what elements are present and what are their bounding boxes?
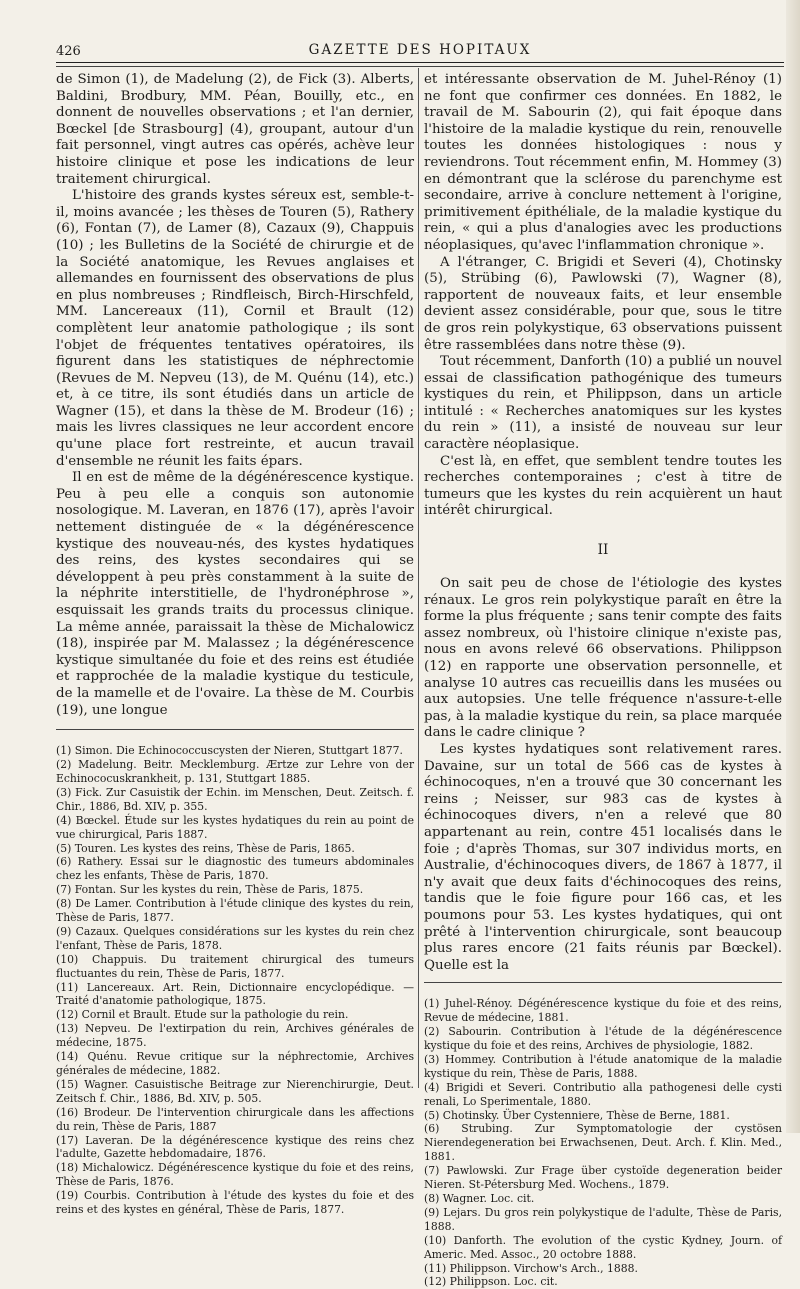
footnote: (8) De Lamer. Contribution à l'étude clinique des kystes du rein, Thèse de Paris, 1877. [56, 897, 414, 925]
footnote: (8) Wagner. Loc. cit. [424, 1191, 535, 1205]
footnotes-right [424, 997, 782, 1289]
paragraph: Il en est de même de la dégénérescence kystique. Peu à peu elle a conquis son autonomie nosologique. M. Laveran, en 1876 (17), après l'avoir nettement distinguée de « la dégénérescence kystique des nouveau-nés, des kystes hydatiques des reins, des kystes secondaires qui se développent à peu près constamment à la suite de la néphrite interstitielle, de l'hydronéphrose », esquissait les grands traits du processus clinique. La même année, paraissait la thèse de Michalowicz (18), inspirée par M. Malassez ; la dégénérescence kystique simultanée du foie et des reins est étudiée et rapprochée de la maladie kystique du testicule, de la mamelle et de l'ovaire. La thèse de M. Courbis (19), une longue [56, 470, 414, 718]
column-separator [418, 68, 419, 1088]
footnote: (12) Cornil et Brault. Etude sur la pathologie du rein. [56, 1008, 349, 1022]
footnote: (16) Brodeur. De l'intervention chirurgicale dans les affections du rein, Thèse de Paris, 1887 [56, 1105, 414, 1133]
footnote: (1) Juhel-Rénoy. Dégénérescence kystique du foie et des reins, Revue de médecine, 1881. [424, 997, 782, 1025]
section-heading: II [597, 542, 609, 559]
footnote: (4) Brigidi et Severi. Contributio alla pathogenesi delle cysti renali, Lo Sperimentale, 1880. [424, 1080, 782, 1108]
paragraph: Les kystes hydatiques sont relativement rares. Davaine, sur un total de 566 cas de kystes à échinocoques, n'en a trouvé que 30 concernant les reins ; Neisser, sur 983 cas de kystes à échinocoques divers, n'en a relevé que 80 appartenant au rein, contre 451 localisés dans le foie ; d'après Thomas, sur 307 individus morts, en Australie, d'échinocoques divers, de 1867 à 1877, il n'y avait que deux faits d'échinocoques des reins, tandis que le foie figure pour 166 cas, et les poumons pour 53. Les kystes hydatiques, qui ont prêté à l'intervention chirurgicale, sont beaucoup plus rares encore (21 faits réunis par Bœckel). Quelle est la [424, 741, 782, 973]
footnote: (11) Lancereaux. Art. Rein, Dictionnaire encyclopédique. — Traité d'anatomie pathologique, 1875. [56, 980, 414, 1008]
footnotes-left [56, 744, 414, 1217]
footnote: (15) Wagner. Casuistische Beitrage zur Nierenchirurgie, Deut. Zeitsch f. Chir., 1886, Bd. XIV, p. 505. [56, 1077, 414, 1105]
right-column [424, 72, 782, 1289]
page-number: 426 [56, 44, 81, 59]
footnote: (14) Quénu. Revue critique sur la néphrectomie, Archives générales de médecine, 1882. [56, 1050, 414, 1077]
footnote: (6) Rathery. Essai sur le diagnostic des tumeurs abdominales chez les enfants, Thèse de Paris, 1870. [56, 855, 414, 883]
page-edge [786, 0, 800, 1133]
footnote: (11) Philippson. Virchow's Arch., 1888. [424, 1261, 638, 1275]
footnote: (1) Simon. Die Echinococcuscysten der Nieren, Stuttgart 1877. [56, 744, 403, 758]
footnote: (9) Cazaux. Quelques considérations sur les kystes du rein chez l'enfant, Thèse de Paris, 1878. [56, 924, 414, 952]
header-rule [56, 62, 784, 63]
footnote: (6) Strubing. Zur Symptomatologie der cystösen Nierendegeneration bei Erwachsenen, Deut. Arch. f. Klin. Med., 1881. [424, 1122, 782, 1164]
footnote: (18) Michalowicz. Dégénérescence kystique du foie et des reins, Thèse de Paris, 1876. [56, 1161, 414, 1189]
footnote: (10) Chappuis. Du traitement chirurgical des tumeurs fluctuantes du rein, Thèse de Paris, 1877. [56, 952, 414, 980]
footnote: (12) Philippson. Loc. cit. [424, 1275, 558, 1289]
footnote: (2) Sabourin. Contribution à l'étude de la dégénérescence kystique du foie et des reins, Archives de physiologie, 1882. [424, 1025, 782, 1052]
footnote: (3) Hommey. Contribution à l'étude anatomique de la maladie kystique du rein, Thèse de Paris, 1888. [424, 1052, 782, 1080]
running-head: GAZETTE DES HOPITAUX [308, 42, 532, 58]
footnote: (13) Nepveu. De l'extirpation du rein, Archives générales de médecine, 1875. [56, 1022, 414, 1050]
left-column [56, 72, 414, 1217]
footnote: (7) Fontan. Sur les kystes du rein, Thèse de Paris, 1875. [56, 883, 364, 897]
footnote: (3) Fick. Zur Casuistik der Echin. im Menschen, Deut. Zeitsch. f. Chir., 1886, Bd. XIV, p. 355. [56, 785, 414, 813]
footnote: (2) Madelung. Beitr. Mecklemburg. Ærtze zur Lehre von der Echinococuskrankheit, p. 131, Stuttgart 1885. [56, 758, 414, 785]
page-header [56, 38, 784, 62]
paragraph: On sait peu de chose de l'étiologie des kystes rénaux. Le gros rein polykystique paraît en être la forme la plus fréquente ; sans tenir compte des faits assez nombreux, où l'histoire clinique n'existe pas, nous en avons relevé 66 observations. Philippson (12) en rapporte une observation personnelle, et analyse 10 autres cas recueillis dans les musées ou aux autopsies. Une telle fréquence n'assure-t-elle pas, à la maladie kystique du rein, sa place marquée dans le cadre clinique ? [424, 576, 782, 741]
footnote-rule [424, 982, 782, 983]
footnote: (7) Pawlowski. Zur Frage über cystoïde degeneration beider Nieren. St-Pétersburg Med. Wochens., 1879. [424, 1164, 782, 1192]
header-rule-thin [56, 66, 784, 67]
paragraph: A l'étranger, C. Brigidi et Severi (4), Chotinsky (5), Strübing (6), Pawlowski (7), Wagner (8), rapportent de nouveaux faits, et leur ensemble devient assez considérable, pour que, sous le titre de gros rein polykystique, 63 observations puissent être rassemblées dans notre thèse (9). [424, 254, 782, 353]
paragraph: Tout récemment, Danforth (10) a publié un nouvel essai de classification pathogénique des tumeurs kystiques du rein, et Philippson, dans un article intitulé : « Recherches anatomiques sur les kystes du rein » (11), a insisté de nouveau sur leur caractère néoplasique. [424, 354, 782, 453]
footnote: (19) Courbis. Contribution à l'étude des kystes du foie et des reins et des kystes en général, Thèse de Paris, 1877. [56, 1189, 414, 1217]
paragraph: L'histoire des grands kystes séreux est, semble-t-il, moins avancée ; les thèses de Touren (5), Rathery (6), Fontan (7), de Lamer (8), Cazaux (9), Chappuis (10) ; les Bulletins de la Société de chirurgie et de la Société anatomique, les Revues anglaises et allemandes en fournissent des observations de plus en plus nombreuses ; Rindfleisch, Birch-Hirschfeld, MM. Lancereaux (11), Cornil et Brault (12) complètent leur anatomie pathologique ; ils sont l'objet de fréquentes tentatives opératoires, ils figurent dans les statistiques de néphrectomie (Revues de M. Nepveu (13), de M. Quénu (14), etc.) et, à ce titre, ils sont étudiés dans un article de Wagner (15), et dans la thèse de M. Brodeur (16) ; mais les livres classiques ne leur accordent encore qu'une place fort restreinte, et aucun travail d'ensemble ne réunit les faits épars. [56, 188, 414, 469]
footnote: (9) Lejars. Du gros rein polykystique de l'adulte, Thèse de Paris, 1888. [424, 1205, 782, 1233]
footnote: (5) Touren. Les kystes des reins, Thèse de Paris, 1865. [56, 841, 355, 855]
footnote: (4) Bœckel. Étude sur les kystes hydatiques du rein au point de vue chirurgical, Paris 1887. [56, 813, 414, 841]
paragraph: de Simon (1), de Madelung (2), de Fick (3). Alberts, Baldini, Brodbury, MM. Péan, Bouilly, etc., en donnent de nouvelles observations ; et l'an dernier, Bœckel [de Strasbourg] (4), groupant, autour d'un fait personnel, vingt autres cas opérés, achève leur histoire clinique et pose les indications de leur traitement chirurgical. [56, 72, 414, 187]
footnote: (10) Danforth. The evolution of the cystic Kydney, Journ. of Americ. Med. Assoc., 20 octobre 1888. [424, 1233, 782, 1261]
footnote: (17) Laveran. De la dégénérescence kystique des reins chez l'adulte, Gazette hebdomadaire, 1876. [56, 1133, 414, 1161]
paragraph: et intéressante observation de M. Juhel-Rénoy (1) ne font que confirmer ces données. En 1882, le travail de M. Sabourin (2), qui fait époque dans l'histoire de la maladie kystique du rein, renouvelle toutes les données histologiques : nous y reviendrons. Tout récemment enfin, M. Hommey (3) en démontrant que la sclérose du parenchyme est secondaire, arrive à conclure nettement à l'origine, primitivement épithéliale, de la maladie kystique du rein, « qui a plus d'analogies avec les productions néoplasiques, qu'avec l'inflammation chronique ». [424, 72, 782, 253]
paragraph: C'est là, en effet, que semblent tendre toutes les recherches contemporaines ; c'est à titre de tumeurs que les kystes du rein acquièrent un haut intérêt chirurgical. [424, 453, 782, 519]
footnote-rule [56, 729, 414, 730]
footnote: (5) Chotinsky. Über Cystenniere, Thèse de Berne, 1881. [424, 1108, 730, 1122]
